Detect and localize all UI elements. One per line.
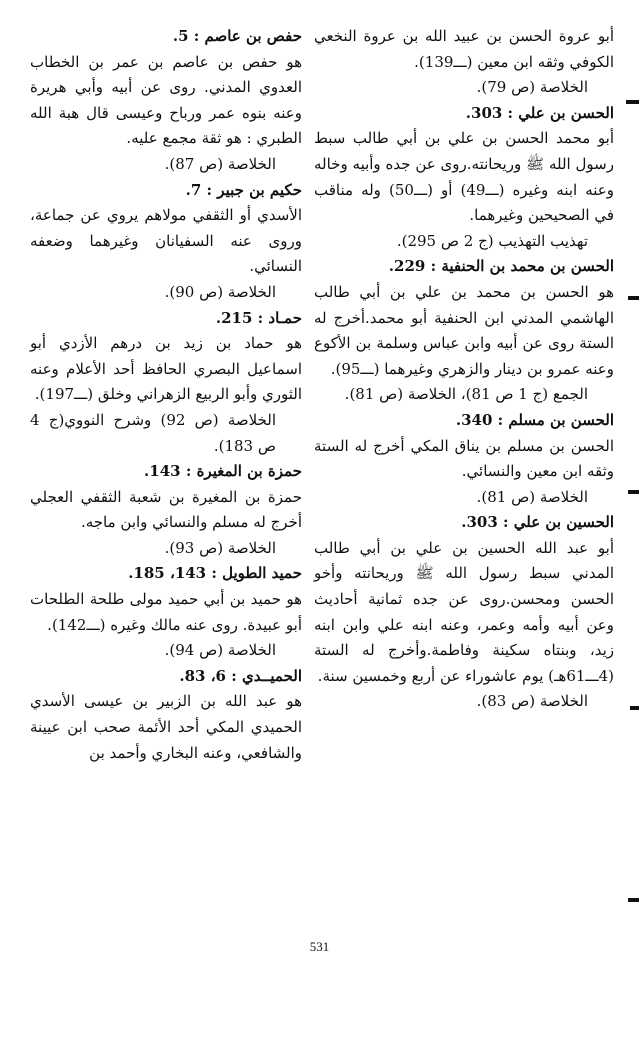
- left-heading-6: الحميــدي : 6، 83.: [179, 666, 302, 685]
- right-para-5: أبو عبد الله الحسين بن علي بن أبي طالب المدني سبط رسول الله ﷺ وريحانته وأخو الحسن ومحسن.روى عن جده ثمانية أحاديث وعن أبيه وأمه وعمر، وعنه ابنه علي وابن ابنه زيد، وبنتاه سكينة وفاطمة.وأخرج له الستة (4ـــ61هـ) يوم عاشوراء عن أربع وخمسين سنة.: [314, 538, 614, 685]
- right-heading-1: الحسن بن علي : 303.: [465, 103, 614, 122]
- right-source-5: الخلاصة (ص 83).: [476, 692, 588, 711]
- left-heading-3: حمـاد : 215.: [215, 308, 302, 327]
- left-column: [30, 24, 302, 766]
- page-number: 531: [309, 939, 330, 954]
- left-heading-1: حفص بن عاصم : 5.: [172, 27, 302, 45]
- margin-mark: [628, 898, 639, 902]
- left-source-5: الخلاصة (ص 94).: [164, 641, 276, 660]
- left-source-4: الخلاصة (ص 93).: [164, 538, 276, 557]
- left-source-1: الخلاصة (ص 87).: [164, 154, 276, 173]
- right-source-2: تهذيب التهذيب (ج 2 ص 295).: [396, 231, 588, 250]
- right-heading-4: الحسين بن علي : 303.: [461, 513, 614, 532]
- left-source-2: الخلاصة (ص 90).: [164, 282, 276, 301]
- left-para-5: هو حميد بن أبي حميد مولى طلحة الطلحات أبو عبيدة. روى عنه مالك وغيره (ـــ142).: [30, 590, 302, 634]
- right-heading-3: الحسن بن مسلم : 340.: [455, 410, 614, 429]
- margin-mark: [628, 490, 639, 494]
- right-heading-2: الحسن بن محمد بن الحنفية : 229.: [388, 257, 614, 276]
- left-para-2: الأسدي أو الثقفي مولاهم يروي عن جماعة، وروى عنه السفيانان وغيرهما وضعفه النسائي.: [30, 206, 302, 276]
- right-column: [314, 24, 614, 715]
- margin-mark: [626, 100, 639, 104]
- left-heading-2: حكيم بن جبير : 7.: [185, 180, 302, 199]
- right-source-4: الخلاصة (ص 81).: [476, 487, 588, 506]
- margin-mark: [630, 706, 639, 710]
- left-heading-5: حميد الطويل : 143، 185.: [128, 564, 302, 583]
- right-para-3: هو الحسن بن محمد بن علي بن أبي طالب الهاشمي المدني ابن الحنفية أبو محمد.أخرج له الستة روى عن أبيه وابن عباس وسلمة بن الأكوع وعنه عمرو بن دينار والزهري وغيرهما (ـــ95).: [314, 282, 614, 378]
- left-para-3: هو حماد بن زيد بن درهم الأزدي أبو اسماعيل البصري الحافظ أحد الأعلام وعنه الثوري وأبو الربيع الزهراني وخلق (ـــ197).: [30, 334, 302, 404]
- right-para-1: أبو عروة الحسن بن عبيد الله بن عروة النخعي الكوفي وثقه ابن معين (ـــ139).: [314, 27, 614, 71]
- left-para-4: حمزة بن المغيرة بن شعبة الثقفي العجلي أخرج له مسلم والنسائي وابن ماجه.: [30, 487, 302, 532]
- right-source-1: الخلاصة (ص 79).: [476, 78, 588, 97]
- left-source-3: الخلاصة (ص 92) وشرح النووي(ج 4 ص 183).: [30, 410, 276, 455]
- right-para-4: الحسن بن مسلم بن يناق المكي أخرج له الستة وثقه ابن معين والنسائي.: [314, 436, 614, 481]
- left-para-1: هو حفص بن عاصم بن عمر بن الخطاب العدوي المدني. روى عن أبيه وأبي هريرة وعنه بنوه عمر ورباح وعيسى قال هبة الله الطبري : هو ثقة مجمع عليه.: [30, 52, 302, 148]
- left-para-6: هو عبد الله بن الزبير بن عيسى الأسدي الحميدي المكي أحد الأئمة صحب ابن عيينة والشافعي، وعنه البخاري وأحمد بن: [30, 692, 302, 762]
- left-heading-4: حمزة بن المغيرة : 143.: [144, 462, 302, 481]
- right-source-3: الجمع (ج 1 ص 81)، الخلاصة (ص 81).: [344, 385, 588, 404]
- right-para-2: أبو محمد الحسن بن علي بن أبي طالب سبط رسول الله ﷺ وريحانته.روى عن جده وأبيه وخاله وعنه ابنه وغيره (ـــ49) أو (ـــ50) وله مناقب في الصحيحين وغيرهما.: [314, 129, 614, 225]
- margin-mark: [628, 296, 639, 300]
